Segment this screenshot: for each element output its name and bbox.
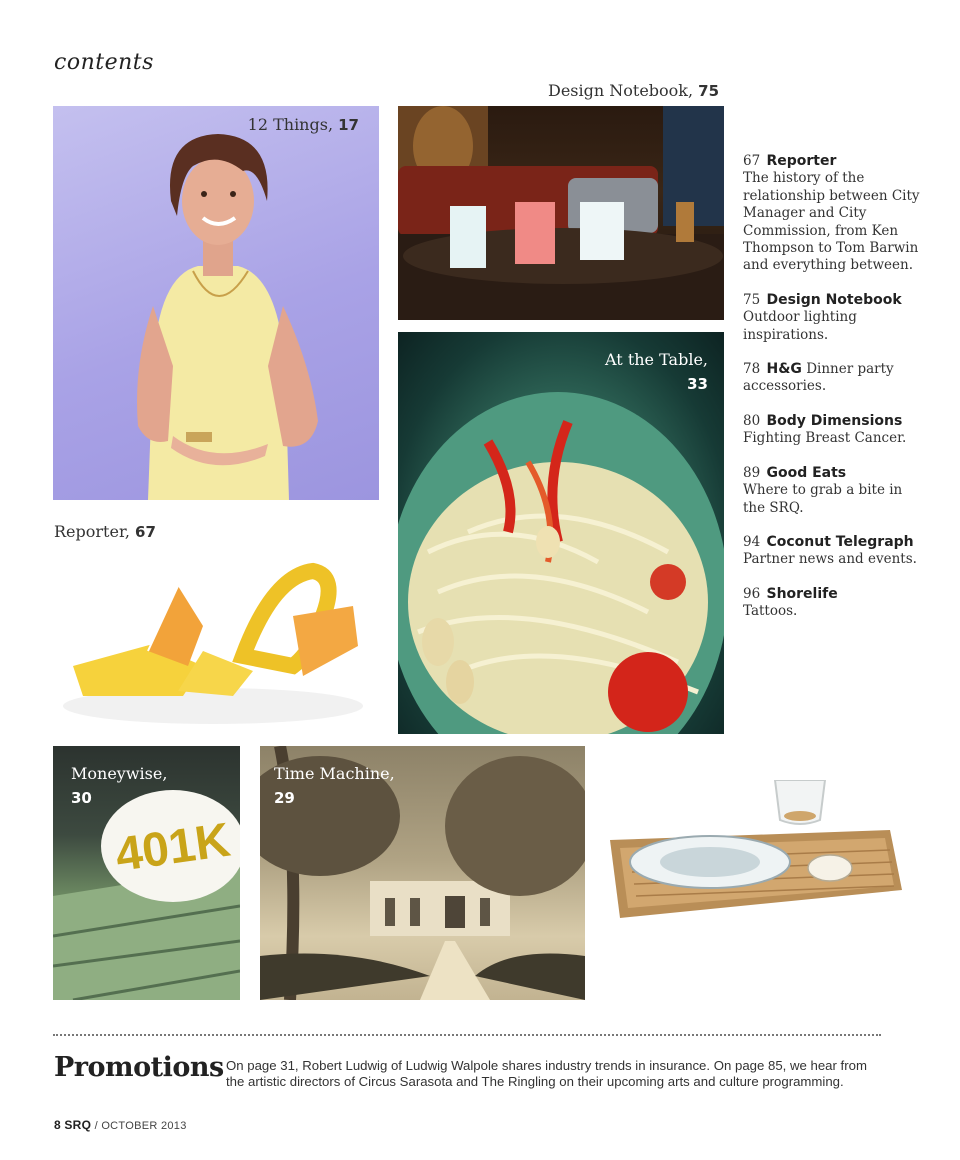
entry-description: Fighting Breast Cancer. [743,430,907,447]
entry-description: The history of the relationship between City Manager and City Commission, from Ken Thompson to Tom Barwin and everything between. [743,170,920,274]
entry-description: Partner news and events. [743,551,917,568]
nest-egg-label: 401K [112,813,234,882]
entry-title: Good Eats [766,464,847,481]
section-divider [53,1034,881,1036]
entry-title: H&G [766,361,802,378]
contents-entry[interactable] [743,465,923,517]
promotions-title: Promotions [54,1052,224,1083]
contents-entry[interactable] [743,292,923,344]
entry-title: Coconut Telegraph [766,533,914,550]
page-footer [54,1118,187,1132]
photo-design-notebook[interactable] [398,106,724,320]
caption-at-the-table-text: At the Table, [605,350,708,369]
entry-page-number: 78 [743,361,761,378]
promotions-text: On page 31, Robert Ludwig of Ludwig Walpole shares industry trends in insurance. On page 85, we hear from the artistic directors of Circus Sarasota and The Ringling on their upcoming arts and culture programming. [226,1058,867,1089]
caption-12-things-page: 17 [338,116,359,134]
caption-12-things [248,115,359,134]
entry-description: Tattoos. [743,603,798,620]
contents-entry-list [743,153,923,638]
caption-design-notebook-page: 75 [698,82,720,100]
contents-heading: contents [54,50,154,75]
entry-description: Outdoor lighting inspirations. [743,309,857,343]
caption-design-notebook [548,81,719,100]
photo-hg[interactable] [600,780,905,925]
entry-page-number: 94 [743,533,761,550]
broken-mug-illustration [53,556,379,734]
photo-12-things[interactable] [53,106,379,500]
footer-issue: / OCTOBER 2013 [94,1120,187,1132]
caption-moneywise-page: 30 [71,789,92,807]
caption-reporter-page: 67 [135,523,156,541]
caption-time-machine-page: 29 [274,789,295,807]
photo-time-machine[interactable] [260,746,585,1000]
photo-at-the-table[interactable] [398,332,724,734]
entry-page-number: 67 [743,153,761,169]
caption-moneywise [71,762,167,810]
caption-moneywise-text: Moneywise, [71,764,168,783]
entry-description: Where to grab a bite in the SRQ. [743,482,903,516]
caption-time-machine [274,762,395,810]
lounge-lights-illustration [398,106,724,320]
woman-portrait-illustration [53,106,379,500]
contents-entry[interactable] [743,361,923,396]
entry-page-number: 96 [743,585,761,602]
footer-page-number: 8 [54,1118,61,1132]
contents-entry[interactable] [743,586,923,621]
caption-reporter-text: Reporter, [54,522,130,541]
entry-title: Shorelife [766,585,838,602]
entry-title: Design Notebook [766,291,902,308]
contents-entry[interactable] [743,534,923,569]
caption-at-the-table [605,348,708,396]
entry-page-number: 89 [743,464,761,481]
entry-title: Reporter [766,153,837,169]
footer-brand: SRQ [64,1118,92,1132]
entry-page-number: 75 [743,291,761,308]
caption-12-things-text: 12 Things, [247,115,334,134]
entry-description: Dinner party accessories. [743,361,894,395]
caption-time-machine-text: Time Machine, [274,764,395,783]
entry-title: Body Dimensions [766,412,903,429]
photo-moneywise[interactable] [53,746,240,1000]
contents-entry[interactable] [743,153,923,275]
contents-entry[interactable] [743,413,923,448]
wicker-tray-illustration [600,780,905,925]
photo-reporter[interactable] [53,556,379,734]
caption-at-the-table-page: 33 [687,375,708,393]
entry-page-number: 80 [743,412,761,429]
caption-design-notebook-text: Design Notebook, [548,81,694,100]
caption-reporter [54,522,156,541]
